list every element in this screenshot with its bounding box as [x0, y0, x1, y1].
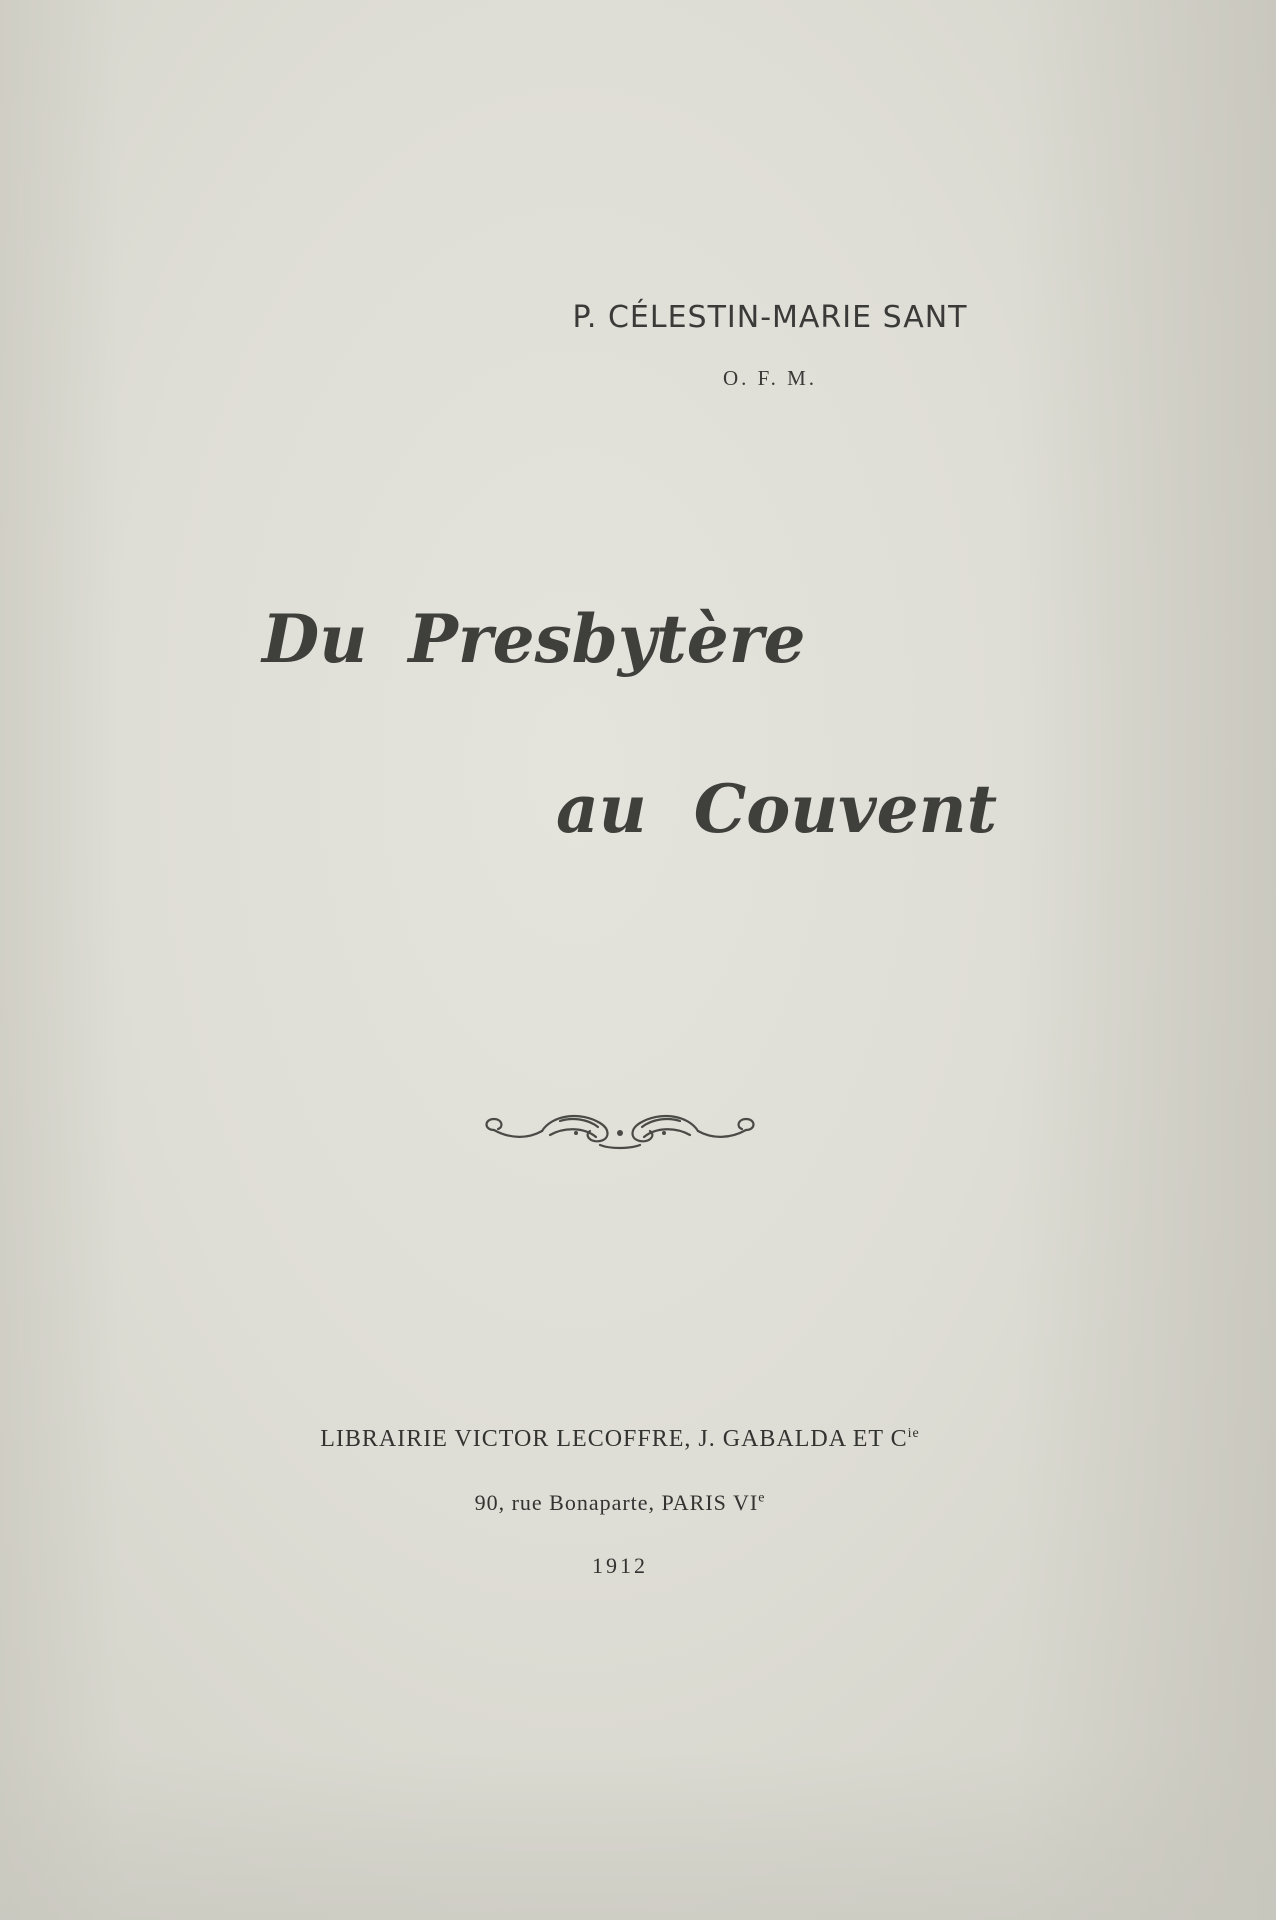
author-name: P. CÉLESTIN-MARIE SANT	[572, 300, 968, 335]
publication-year: 1912	[592, 1553, 648, 1578]
cover-left-shading	[0, 0, 120, 1920]
title-line-1: Du Presbytère	[262, 600, 806, 678]
religious-order: O. F. M.	[722, 366, 818, 390]
address-line	[200, 1490, 1040, 1516]
publisher-address: 90, rue Bonaparte, PARIS VI	[474, 1490, 759, 1515]
address-superscript: e	[758, 1490, 766, 1506]
publisher-line	[200, 1426, 1040, 1453]
publisher-superscript: ie	[907, 1426, 920, 1441]
title-line-2: au Couvent	[556, 770, 998, 848]
cover-right-shading	[1016, 0, 1276, 1920]
cover-bottom-shading	[0, 1750, 1276, 1920]
floral-scroll-ornament-icon	[480, 1105, 760, 1155]
publisher-name: LIBRAIRIE VICTOR LECOFFRE, J. GABALDA ET C	[320, 1426, 908, 1452]
